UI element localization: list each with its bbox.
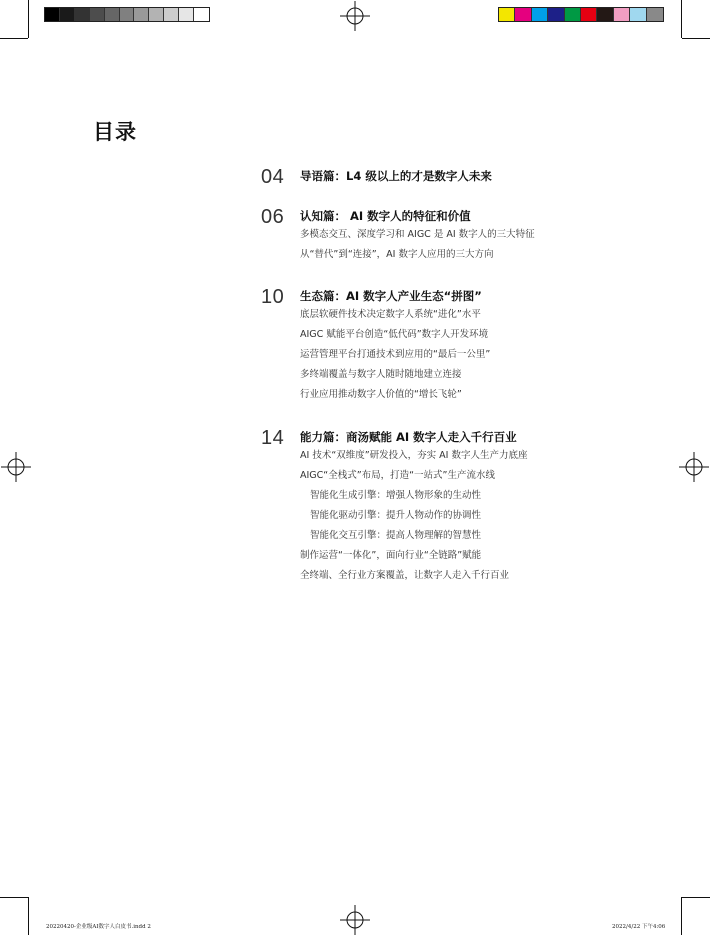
toc-item: 多终端覆盖与数字人随时随地建立连接 xyxy=(300,369,462,380)
calibration-swatch xyxy=(60,8,75,21)
calibration-swatch xyxy=(614,8,630,21)
calibration-swatch xyxy=(75,8,90,21)
registration-mark-icon xyxy=(340,1,370,31)
crop-mark xyxy=(28,897,29,935)
toc-item: AI 技术“双维度”研发投入，夯实 AI 数字人生产力底座 xyxy=(300,450,528,461)
registration-mark-icon xyxy=(340,905,370,935)
registration-mark-icon xyxy=(1,452,31,482)
registration-mark-icon xyxy=(679,452,709,482)
toc-subitem: 智能化交互引擎：提高人物理解的智慧性 xyxy=(310,530,482,541)
toc-page-number: 10 xyxy=(261,286,285,308)
crop-mark xyxy=(0,897,28,898)
toc-item: 全终端、全行业方案覆盖，让数字人走入千行百业 xyxy=(300,570,510,581)
toc-page-number: 04 xyxy=(261,166,285,188)
crop-mark xyxy=(682,897,710,898)
calibration-swatch xyxy=(597,8,613,21)
calibration-swatch xyxy=(499,8,515,21)
calibration-swatch xyxy=(581,8,597,21)
toc-section-title: 生态篇：AI 数字人产业生态“拼图” xyxy=(300,289,482,303)
toc-item: 底层软硬件技术决定数字人系统“进化”水平 xyxy=(300,309,481,320)
footer-file-slug: 20220420-企业级AI数字人白皮书.indd 2 xyxy=(46,924,151,930)
page-title: 目录 xyxy=(93,120,137,144)
crop-mark xyxy=(682,38,710,39)
toc-item: 制作运营“一体化”，面向行业“全链路”赋能 xyxy=(300,550,482,561)
calibration-swatch xyxy=(647,8,663,21)
calibration-swatch xyxy=(532,8,548,21)
calibration-swatch xyxy=(134,8,149,21)
toc-page-number: 06 xyxy=(261,206,285,228)
calibration-swatch xyxy=(90,8,105,21)
calibration-swatch xyxy=(548,8,564,21)
toc-section-title: 导语篇：L4 级以上的才是数字人未来 xyxy=(300,169,492,183)
toc-item: 行业应用推动数字人价值的“增长飞轮” xyxy=(300,389,462,400)
toc-item: AIGC“全栈式”布局，打造“一站式”生产流水线 xyxy=(300,470,495,481)
calibration-swatch xyxy=(194,8,209,21)
crop-mark xyxy=(681,0,682,38)
calibration-swatch xyxy=(45,8,60,21)
toc-item: 运营管理平台打通技术到应用的“最后一公里” xyxy=(300,349,491,360)
footer-timestamp: 2022/4/22 下午4:06 xyxy=(612,924,666,930)
grayscale-calibration-bar xyxy=(44,7,210,22)
calibration-swatch xyxy=(179,8,194,21)
calibration-swatch xyxy=(164,8,179,21)
toc-section-title: 能力篇：商汤赋能 AI 数字人走入千行百业 xyxy=(300,430,517,444)
crop-mark xyxy=(28,0,29,38)
calibration-swatch xyxy=(630,8,646,21)
toc-subitem: 智能化驱动引擎：提升人物动作的协调性 xyxy=(310,510,482,521)
toc-section-title: 认知篇： AI 数字人的特征和价值 xyxy=(300,209,471,223)
calibration-swatch xyxy=(105,8,120,21)
calibration-swatch xyxy=(565,8,581,21)
toc-item: 多模态交互、深度学习和 AIGC 是 AI 数字人的三大特征 xyxy=(300,229,535,240)
toc-page-number: 14 xyxy=(261,427,285,449)
calibration-swatch xyxy=(120,8,135,21)
color-calibration-bar xyxy=(498,7,664,22)
toc-subitem: 智能化生成引擎：增强人物形象的生动性 xyxy=(310,490,482,501)
crop-mark xyxy=(0,38,28,39)
calibration-swatch xyxy=(515,8,531,21)
toc-item: 从“替代”到“连接”，AI 数字人应用的三大方向 xyxy=(300,249,494,260)
crop-mark xyxy=(681,897,682,935)
calibration-swatch xyxy=(149,8,164,21)
toc-item: AIGC 赋能平台创造“低代码”数字人开发环境 xyxy=(300,329,489,340)
